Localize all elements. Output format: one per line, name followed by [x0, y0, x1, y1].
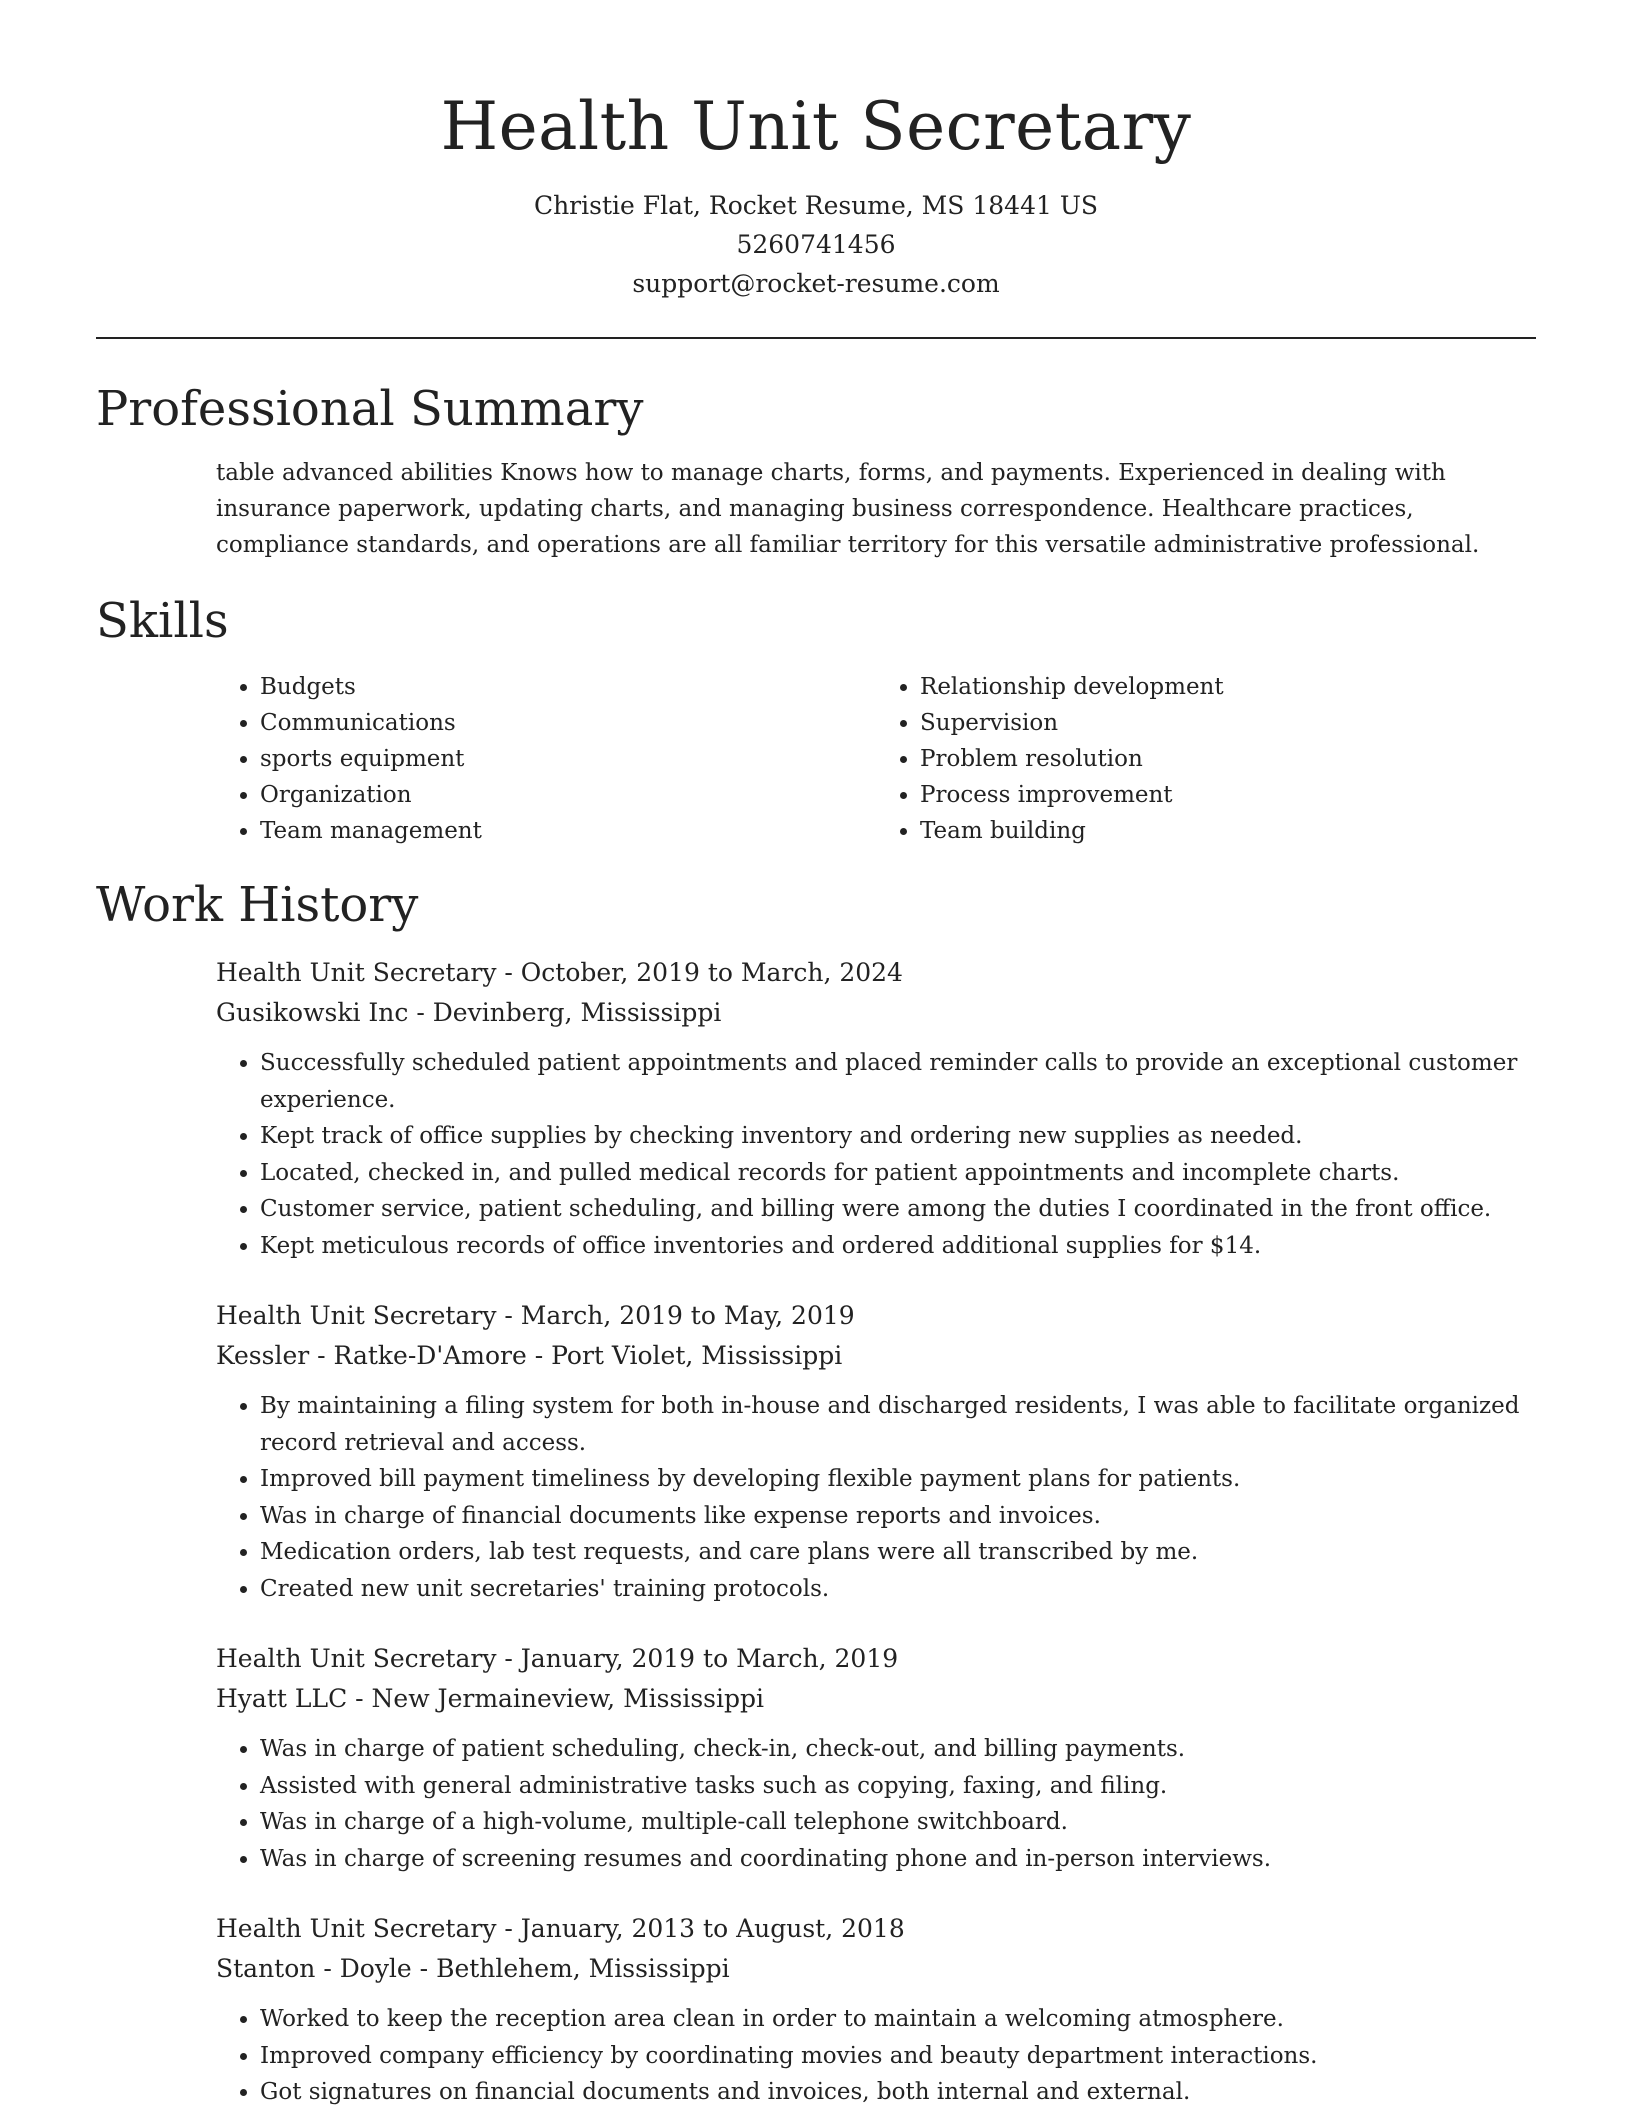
job-bullet: • Worked to keep the reception area clean in order to maintain a welcoming atmosphere.	[260, 2001, 1536, 2038]
job-company-line: Hyatt LLC - New Jermaineview, Mississippi	[216, 1684, 764, 1713]
summary-text: table advanced abilities Knows how to manage charts, forms, and payments. Experienced in dealing with insurance paperwork, updating charts, and managing business correspondence. Healthcare practices, compliance standards, and operations are all familiar territory for this versatile administrative professional.	[216, 460, 1480, 558]
job-title-line: Health Unit Secretary - March, 2019 to May, 2019	[216, 1301, 855, 1330]
summary-title: Professional Summary	[96, 381, 644, 437]
skill-item: • Process improvement	[920, 777, 1536, 813]
skills-list-right	[876, 669, 1536, 849]
job-bullet: • Medication orders, lab test requests, and care plans were all transcribed by me.	[260, 1534, 1536, 1571]
job-title-line: Health Unit Secretary - January, 2013 to August, 2018	[216, 1914, 905, 1943]
job-bullet: • Located, checked in, and pulled medical records for patient appointments and incomplete charts.	[260, 1155, 1536, 1192]
contact-address: Christie Flat, Rocket Resume, MS 18441 US	[533, 191, 1099, 220]
job-entry	[216, 1296, 1536, 1607]
job-title-line: Health Unit Secretary - October, 2019 to March, 2024	[216, 958, 903, 987]
work-history-section	[96, 875, 1536, 2111]
summary-section	[96, 379, 1536, 563]
job-list	[96, 953, 1536, 2111]
job-bullet: • Assisted with general administrative tasks such as copying, faxing, and filing.	[260, 1768, 1536, 1805]
job-bullet: • Created new unit secretaries' training protocols.	[260, 1571, 1536, 1608]
job-bullet: • Improved bill payment timeliness by developing flexible payment plans for patients.	[260, 1461, 1536, 1498]
job-bullet: • Kept track of office supplies by checking inventory and ordering new supplies as needed.	[260, 1118, 1536, 1155]
skills-list-left	[216, 669, 876, 849]
job-bullet: • By maintaining a filing system for both in-house and discharged residents, I was able to facilitate organized record retrieval and access.	[260, 1388, 1536, 1461]
skill-item: • Budgets	[260, 669, 876, 705]
job-bullets	[216, 1388, 1536, 1607]
job-bullets	[216, 2001, 1536, 2111]
skill-item: • Team building	[920, 813, 1536, 849]
job-bullet: • Got signatures on financial documents and invoices, both internal and external.	[260, 2074, 1536, 2111]
job-title-line: Health Unit Secretary - January, 2019 to March, 2019	[216, 1644, 899, 1673]
contact-phone: 5260741456	[736, 230, 896, 259]
skill-item: • Problem resolution	[920, 741, 1536, 777]
job-bullet: • Was in charge of patient scheduling, check-in, check-out, and billing payments.	[260, 1731, 1536, 1768]
job-bullet: • Successfully scheduled patient appointments and placed reminder calls to provide an exceptional customer experience.	[260, 1045, 1536, 1118]
skill-item: • Team management	[260, 813, 876, 849]
job-entry	[216, 953, 1536, 1264]
skill-item: • Organization	[260, 777, 876, 813]
job-bullets	[216, 1045, 1536, 1264]
job-bullet: • Was in charge of a high-volume, multiple-call telephone switchboard.	[260, 1804, 1536, 1841]
contact-email: support@rocket-resume.com	[632, 269, 1000, 298]
skills-columns	[216, 669, 1536, 849]
job-entry	[216, 1639, 1536, 1877]
resume-name: Health Unit Secretary	[440, 88, 1192, 165]
skill-item: • sports equipment	[260, 741, 876, 777]
job-bullets	[216, 1731, 1536, 1877]
job-entry	[216, 1909, 1536, 2111]
skills-section	[96, 591, 1536, 849]
resume-header	[96, 0, 1536, 303]
job-bullet: • Improved company efficiency by coordinating movies and beauty department interactions.	[260, 2038, 1536, 2075]
skill-item: • Supervision	[920, 705, 1536, 741]
contact-block	[96, 186, 1536, 303]
job-company-line: Stanton - Doyle - Bethlehem, Mississippi	[216, 1954, 730, 1983]
job-bullet: • Was in charge of screening resumes and coordinating phone and in-person interviews.	[260, 1841, 1536, 1878]
skill-item: • Communications	[260, 705, 876, 741]
job-company-line: Gusikowski Inc - Devinberg, Mississippi	[216, 998, 722, 1027]
job-bullet: • Kept meticulous records of office inventories and ordered additional supplies for $14.	[260, 1228, 1536, 1265]
skill-item: • Relationship development	[920, 669, 1536, 705]
skills-title: Skills	[96, 593, 229, 649]
job-bullet: • Customer service, patient scheduling, and billing were among the duties I coordinated in the front office.	[260, 1191, 1536, 1228]
work-history-title: Work History	[96, 877, 419, 933]
job-bullet: • Was in charge of financial documents like expense reports and invoices.	[260, 1498, 1536, 1535]
job-company-line: Kessler - Ratke-D'Amore - Port Violet, Mississippi	[216, 1341, 843, 1370]
header-divider	[96, 337, 1536, 339]
